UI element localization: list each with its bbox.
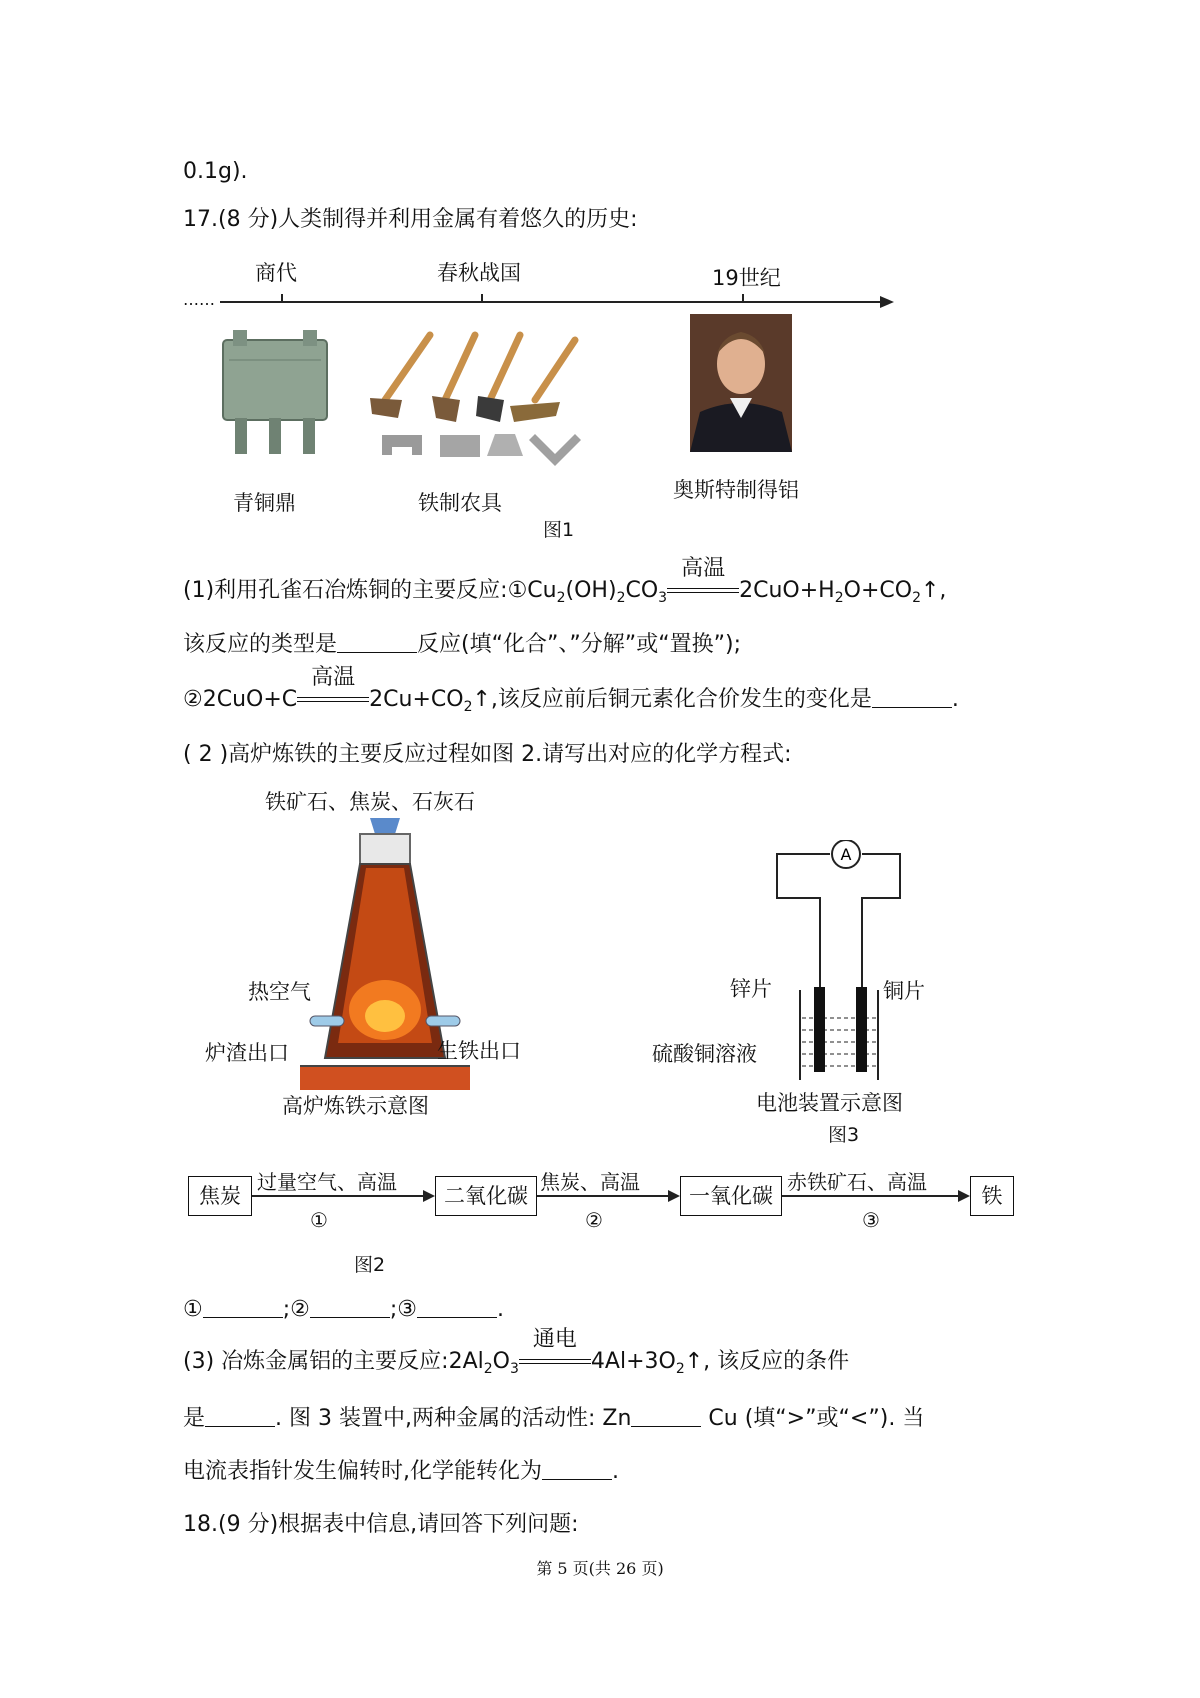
furnace-caption: 高炉炼铁示意图 <box>282 1094 429 1118</box>
flow-condition-3: 赤铁矿石、高温 <box>787 1170 927 1194</box>
battery-circuit-image <box>760 840 920 1080</box>
oersted-portrait-image <box>690 314 792 452</box>
flow-box-carbon-dioxide: 二氧化碳 <box>435 1176 537 1216</box>
part-1-equation-2: ②2CuO+C 高温 $2Cu+CO_2↑$,该反应前后铜元素化合价发生的变化是 . <box>183 665 959 715</box>
question-stem: 根据表中信息,请回答下列问题: <box>278 1512 579 1537</box>
part-3-line-2: 是 . 图 3 装置中,两种金属的活动性: Zn Cu (填“>”或“<”). 当 <box>183 1406 925 1431</box>
answer-blank-activity-compare[interactable] <box>631 1406 701 1427</box>
flow-step-1: ① <box>310 1208 328 1232</box>
question-number: 18. <box>183 1512 218 1537</box>
reaction-condition: 高温 <box>667 580 739 602</box>
reaction-condition: 通电 <box>519 1351 591 1373</box>
question-score: (9 分) <box>218 1512 279 1537</box>
question-score: (8 分) <box>218 207 279 232</box>
question-stem: 人类制得并利用金属有着悠久的历史: <box>278 207 638 232</box>
battery-caption: 电池装置示意图 <box>756 1091 903 1115</box>
question-number: 17. <box>183 207 218 232</box>
era-spring-autumn: 春秋战国 <box>437 261 521 285</box>
flow-step-3: ③ <box>862 1208 880 1232</box>
part-3-equation: (3) 冶炼金属铝的主要反应$:2Al_2O_3$ 通电 $4Al+3O_2↑$, 该反应的条件 <box>183 1327 850 1377</box>
flow-condition-1: 过量空气、高温 <box>257 1170 397 1194</box>
bronze-ding-image <box>215 330 335 460</box>
question-17-heading <box>183 205 638 235</box>
flow-box-coke: 焦炭 <box>188 1176 252 1216</box>
flow-condition-2: 焦炭、高温 <box>540 1170 640 1194</box>
figure-2-label: 图2 <box>354 1254 386 1276</box>
answer-blank-equation-1[interactable] <box>203 1297 283 1318</box>
copper-plate-label: 铜片 <box>883 979 925 1003</box>
iron-tools-image <box>360 330 600 470</box>
copper-sulfate-solution-label: 硫酸铜溶液 <box>652 1042 757 1066</box>
answer-blank-equation-3[interactable] <box>417 1297 497 1318</box>
furnace-input-label: 铁矿石、焦炭、石灰石 <box>265 790 475 814</box>
part-2-answer-blanks: ① ;② ;③ . <box>183 1297 505 1322</box>
era-19th-century: 19世纪 <box>712 266 781 290</box>
answer-blank-equation-2[interactable] <box>310 1297 390 1318</box>
answer-blank-energy-conversion[interactable] <box>542 1459 612 1480</box>
item-bronze-ding: 青铜鼎 <box>233 491 296 515</box>
figure-3-label: 图3 <box>828 1124 860 1146</box>
flow-box-carbon-monoxide: 一氧化碳 <box>680 1176 782 1216</box>
page-footer: 第 5 页(共 26 页) <box>536 1559 664 1578</box>
timeline-ellipsis: …… <box>183 290 215 309</box>
part-1-question-reaction-type: 该反应的类型是 反应(填“化合”、”分解”或“置换”); <box>183 632 741 657</box>
flow-box-iron: 铁 <box>970 1176 1014 1216</box>
reaction-condition: 高温 <box>297 689 369 711</box>
flow-step-2: ② <box>585 1208 603 1232</box>
previous-question-fragment: 0.1g). <box>183 159 248 184</box>
era-shang: 商代 <box>255 261 297 285</box>
question-18-heading <box>183 1510 579 1540</box>
answer-blank-valence-change[interactable] <box>872 687 952 708</box>
furnace-hot-air-label: 热空气 <box>248 980 311 1004</box>
furnace-pig-iron-outlet-label: 生铁出口 <box>437 1039 521 1063</box>
item-oersted-aluminum: 奥斯特制得铝 <box>673 478 799 502</box>
answer-blank-reaction-type[interactable] <box>337 632 417 653</box>
figure-1-label: 图1 <box>543 519 575 541</box>
zinc-plate-label: 锌片 <box>730 977 772 1001</box>
part-2-question: ( 2 )高炉炼铁的主要反应过程如图 2.请写出对应的化学方程式: <box>183 742 792 767</box>
answer-blank-reaction-condition[interactable] <box>205 1406 275 1427</box>
part-3-line-3: 电流表指针发生偏转时,化学能转化为 . <box>183 1459 619 1484</box>
furnace-slag-outlet-label: 炉渣出口 <box>205 1041 289 1065</box>
part-1-equation-1: (1)利用孔雀石冶炼铜的主要反应$:①Cu_2(OH)_2CO_3$ 高温 $2CuO+H_2O+CO_2↑$, <box>183 556 947 606</box>
item-iron-tools: 铁制农具 <box>418 491 502 515</box>
ammeter-label: A <box>840 845 852 864</box>
timeline-arrow <box>180 290 900 310</box>
